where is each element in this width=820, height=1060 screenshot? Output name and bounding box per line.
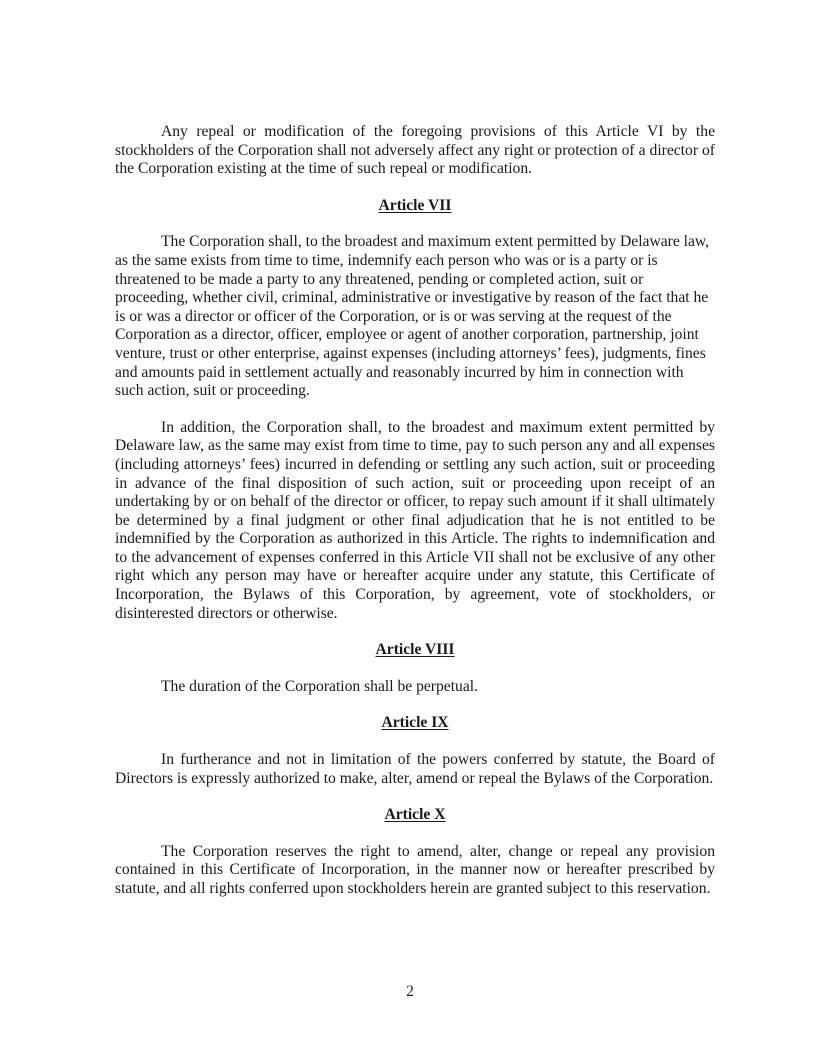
article-vii-paragraph-1: The Corporation shall, to the broadest and maximum extent permitted by Delaware law, as the same exists from time to time, indemnify each person who was or is a party or is threatened to be made a party to any threatened, pending or completed action, suit or proceeding, whether civil, criminal, administrative or investigative by reason of the fact that he is or was a director or officer of the Corporation, or is or was serving at the request of the Corporation as a director, officer, employee or agent of another corporation, partnership, joint venture, trust or other enterprise, against expenses (including attorneys’ fees), judgments, fines and amounts paid in settlement actually and reasonably incurred by him in connection with such action, suit or proceeding. (115, 233, 710, 400)
page-number: 2 (406, 983, 414, 1000)
article-viii-heading: Article VIII (375, 641, 455, 659)
article-vii-heading: Article VII (378, 196, 452, 214)
article-ix-paragraph: In furtherance and not in limitation of the powers conferred by statute, the Board of Directors is expressly authorized to make, alter, amend or repeal the Bylaws of the Corporation. (115, 751, 715, 787)
article-x-heading: Article X (384, 806, 446, 824)
article-vi-closing-paragraph: Any repeal or modification of the foregoing provisions of this Article VI by the stockholders of the Corporation shall not adversely affect any right or protection of a director of the Corporation existing at the time of such repeal or modification. (115, 123, 715, 178)
article-ix-heading: Article IX (381, 714, 449, 732)
article-x-paragraph: The Corporation reserves the right to amend, alter, change or repeal any provision contained in this Certificate of Incorporation, in the manner now or hereafter prescribed by statute, and all rights conferred upon stockholders herein are granted subject to this reservation. (115, 842, 715, 897)
article-viii-paragraph: The duration of the Corporation shall be perpetual. (161, 677, 478, 695)
document-body (115, 123, 715, 899)
article-vii-paragraph-2: In addition, the Corporation shall, to the broadest and maximum extent permitted by Delaware law, as the same may exist from time to time, pay to such person any and all expenses (including attorneys’ fees) incurred in defending or settling any such action, suit or proceeding in advance of the final disposition of such action, suit or proceeding upon receipt of an undertaking by or on behalf of the director or officer, to repay such amount if it shall ultimately be determined by a final judgment or other final adjudication that he is not entitled to be indemnified by the Corporation as authorized in this Article. The rights to indemnification and to the advancement of expenses conferred in this Article VII shall not be exclusive of any other right which any person may have or hereafter acquire under any statute, this Certificate of Incorporation, the Bylaws of this Corporation, by agreement, vote of stockholders, or disinterested directors or otherwise. (115, 418, 715, 622)
